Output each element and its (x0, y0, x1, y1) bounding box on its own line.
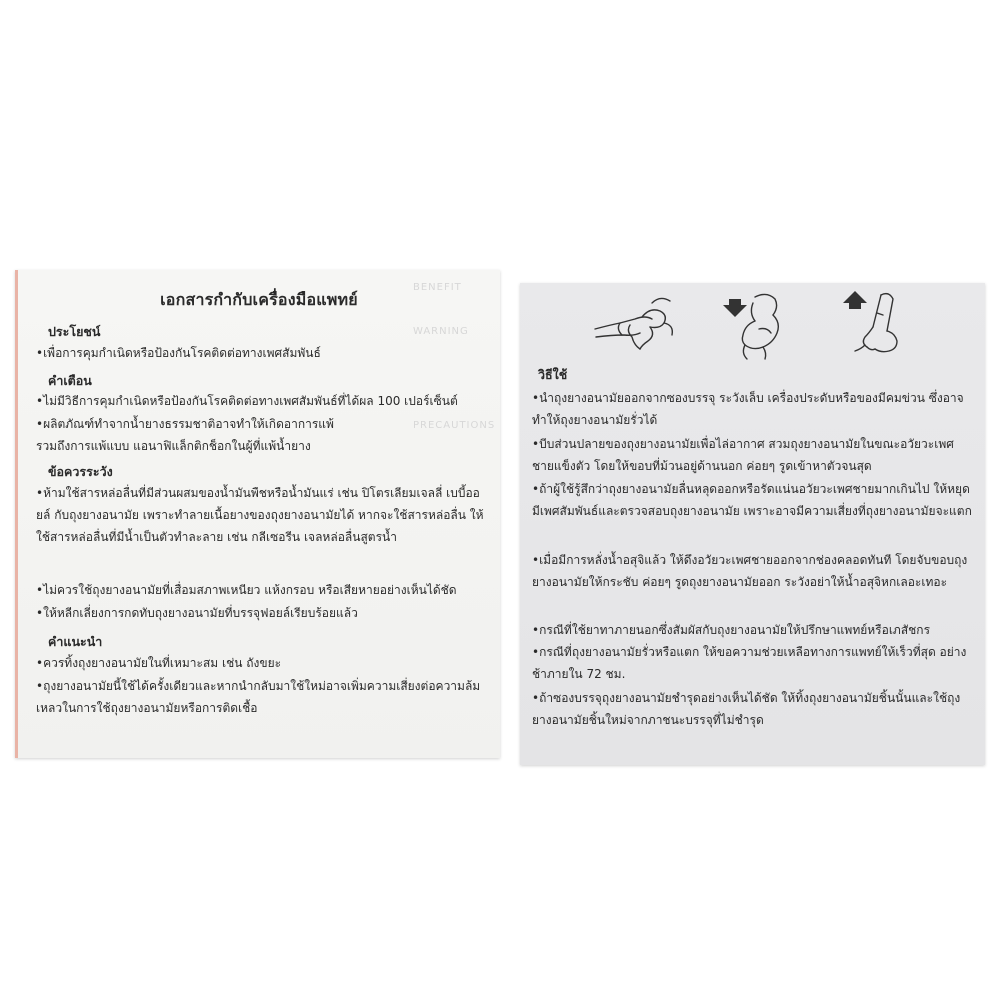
bleed-through-text: BENEFIT (413, 282, 462, 293)
section-heading-precautions: ข้อควรระวัง (48, 464, 113, 479)
list-item: •ไม่ควรใช้ถุงยางอนามัยที่เสื่อมสภาพเหนียว แห้งกรอบ หรือเสียหายอย่างเห็นได้ชัด (36, 583, 457, 597)
list-item: •กรณีที่ใช้ยาทาภายนอกซึ่งสัมผัสกับถุงยางอนามัยให้ปรึกษาแพทย์หรือเภสัชกร (532, 623, 931, 637)
list-item: •ห้ามใช้สารหล่อลื่นที่มีส่วนผสมของน้ำมันพืชหรือน้ำมันแร่ เช่น ปิโตรเลียมเจลลี่ เบบี้ออยล์ กับถุงยางอนามัย เพราะทำลายเนื้อยางของถุงยางอนามัยได้ หากจะใช้สารหล่อลื่น ให้ใช้สารหล่อลื่นที่มีน้ำเป็นตัวทำละลาย เช่น กลีเซอรีน เจลหล่อลื่นสูตรน้ำ (36, 486, 484, 544)
list-item: •ไม่มีวิธีการคุมกำเนิดหรือป้องกันโรคติดต่อทางเพศสัมพันธ์ที่ได้ผล 100 เปอร์เซ็นต์ (36, 394, 458, 408)
list-item: •ผลิตภัณฑ์ทำจากน้ำยางธรรมชาติอาจทำให้เกิดอาการแพ้ รวมถึงการแพ้แบบ แอนาฟิแล็กติกช็อกในผู้ที่แพ้น้ำยาง (36, 417, 334, 453)
pinch-tip-illustration (590, 289, 680, 359)
list-item: •ควรทิ้งถุงยางอนามัยในที่เหมาะสม เช่น ถังขยะ (36, 656, 282, 670)
document-title: เอกสารกำกับเครื่องมือแพทย์ (160, 290, 358, 309)
bleed-through-text: PRECAUTIONS (413, 420, 496, 431)
section-heading-benefit: ประโยชน์ (48, 324, 101, 339)
section-heading-warning: คำเตือน (48, 373, 92, 388)
list-item: •ถ้าซองบรรจุถุงยางอนามัยชำรุดอย่างเห็นได้ชัด ให้ทิ้งถุงยางอนามัยชิ้นนั้นและใช้ถุงยางอนามัยชิ้นใหม่จากภาชนะบรรจุที่ไม่ชำรุด (532, 691, 961, 727)
list-item: •ให้หลีกเลี่ยงการกดทับถุงยางอนามัยที่บรรจุฟอยล์เรียบร้อยแล้ว (36, 606, 358, 620)
section-heading-recommendation: คำแนะนำ (48, 634, 103, 649)
instructions-card (520, 283, 985, 765)
list-item: •บีบส่วนปลายของถุงยางอนามัยเพื่อไล่อากาศ สวมถุงยางอนามัยในขณะอวัยวะเพศชายแข็งตัว โดยให้ขอบที่ม้วนอยู่ด้านนอก ค่อยๆ รูดเข้าหาตัวจนสุด (532, 437, 954, 473)
regulatory-leaflet-card (15, 270, 500, 758)
roll-down-illustration (715, 289, 800, 361)
list-item: •กรณีที่ถุงยางอนามัยรั่วหรือแตก ให้ขอความช่วยเหลือทางการแพทย์ให้เร็วที่สุด อย่างช้าภายใน 72 ชม. (532, 645, 967, 681)
list-item: •เมื่อมีการหลั่งน้ำอสุจิแล้ว ให้ดึงอวัยวะเพศชายออกจากช่องคลอดทันที โดยจับขอบถุงยางอนามัยให้กระชับ ค่อยๆ รูดถุงยางอนามัยออก ระวังอย่าให้น้ำอสุจิหกเลอะเทอะ (532, 553, 968, 589)
section-heading-how-to-use: วิธีใช้ (538, 367, 568, 382)
bleed-through-text: WARNING (413, 326, 469, 337)
list-item: •เพื่อการคุมกำเนิดหรือป้องกันโรคติดต่อทางเพศสัมพันธ์ (36, 346, 321, 360)
list-item: •ถุงยางอนามัยนี้ใช้ได้ครั้งเดียวและหากนำกลับมาใช้ใหม่อาจเพิ่มความเสี่ยงต่อความล้มเหลวในการใช้ถุงยางอนามัยหรือการติดเชื้อ (36, 679, 481, 715)
list-item: •ถ้าผู้ใช้รู้สึกว่าถุงยางอนามัยลื่นหลุดออกหรือรัดแน่นอวัยวะเพศชายมากเกินไป ให้หยุดมีเพศสัมพันธ์และตรวจสอบถุงยางอนามัย เพราะอาจมีความเสี่ยงที่ถุงยางอนามัยจะแตก (532, 482, 972, 518)
list-item: •นำถุงยางอนามัยออกจากซองบรรจุ ระวังเล็บ เครื่องประดับหรือของมีคมข่วน ซึ่งอาจทำให้ถุงยางอนามัยรั่วได้ (532, 391, 964, 427)
withdraw-illustration (835, 287, 915, 359)
